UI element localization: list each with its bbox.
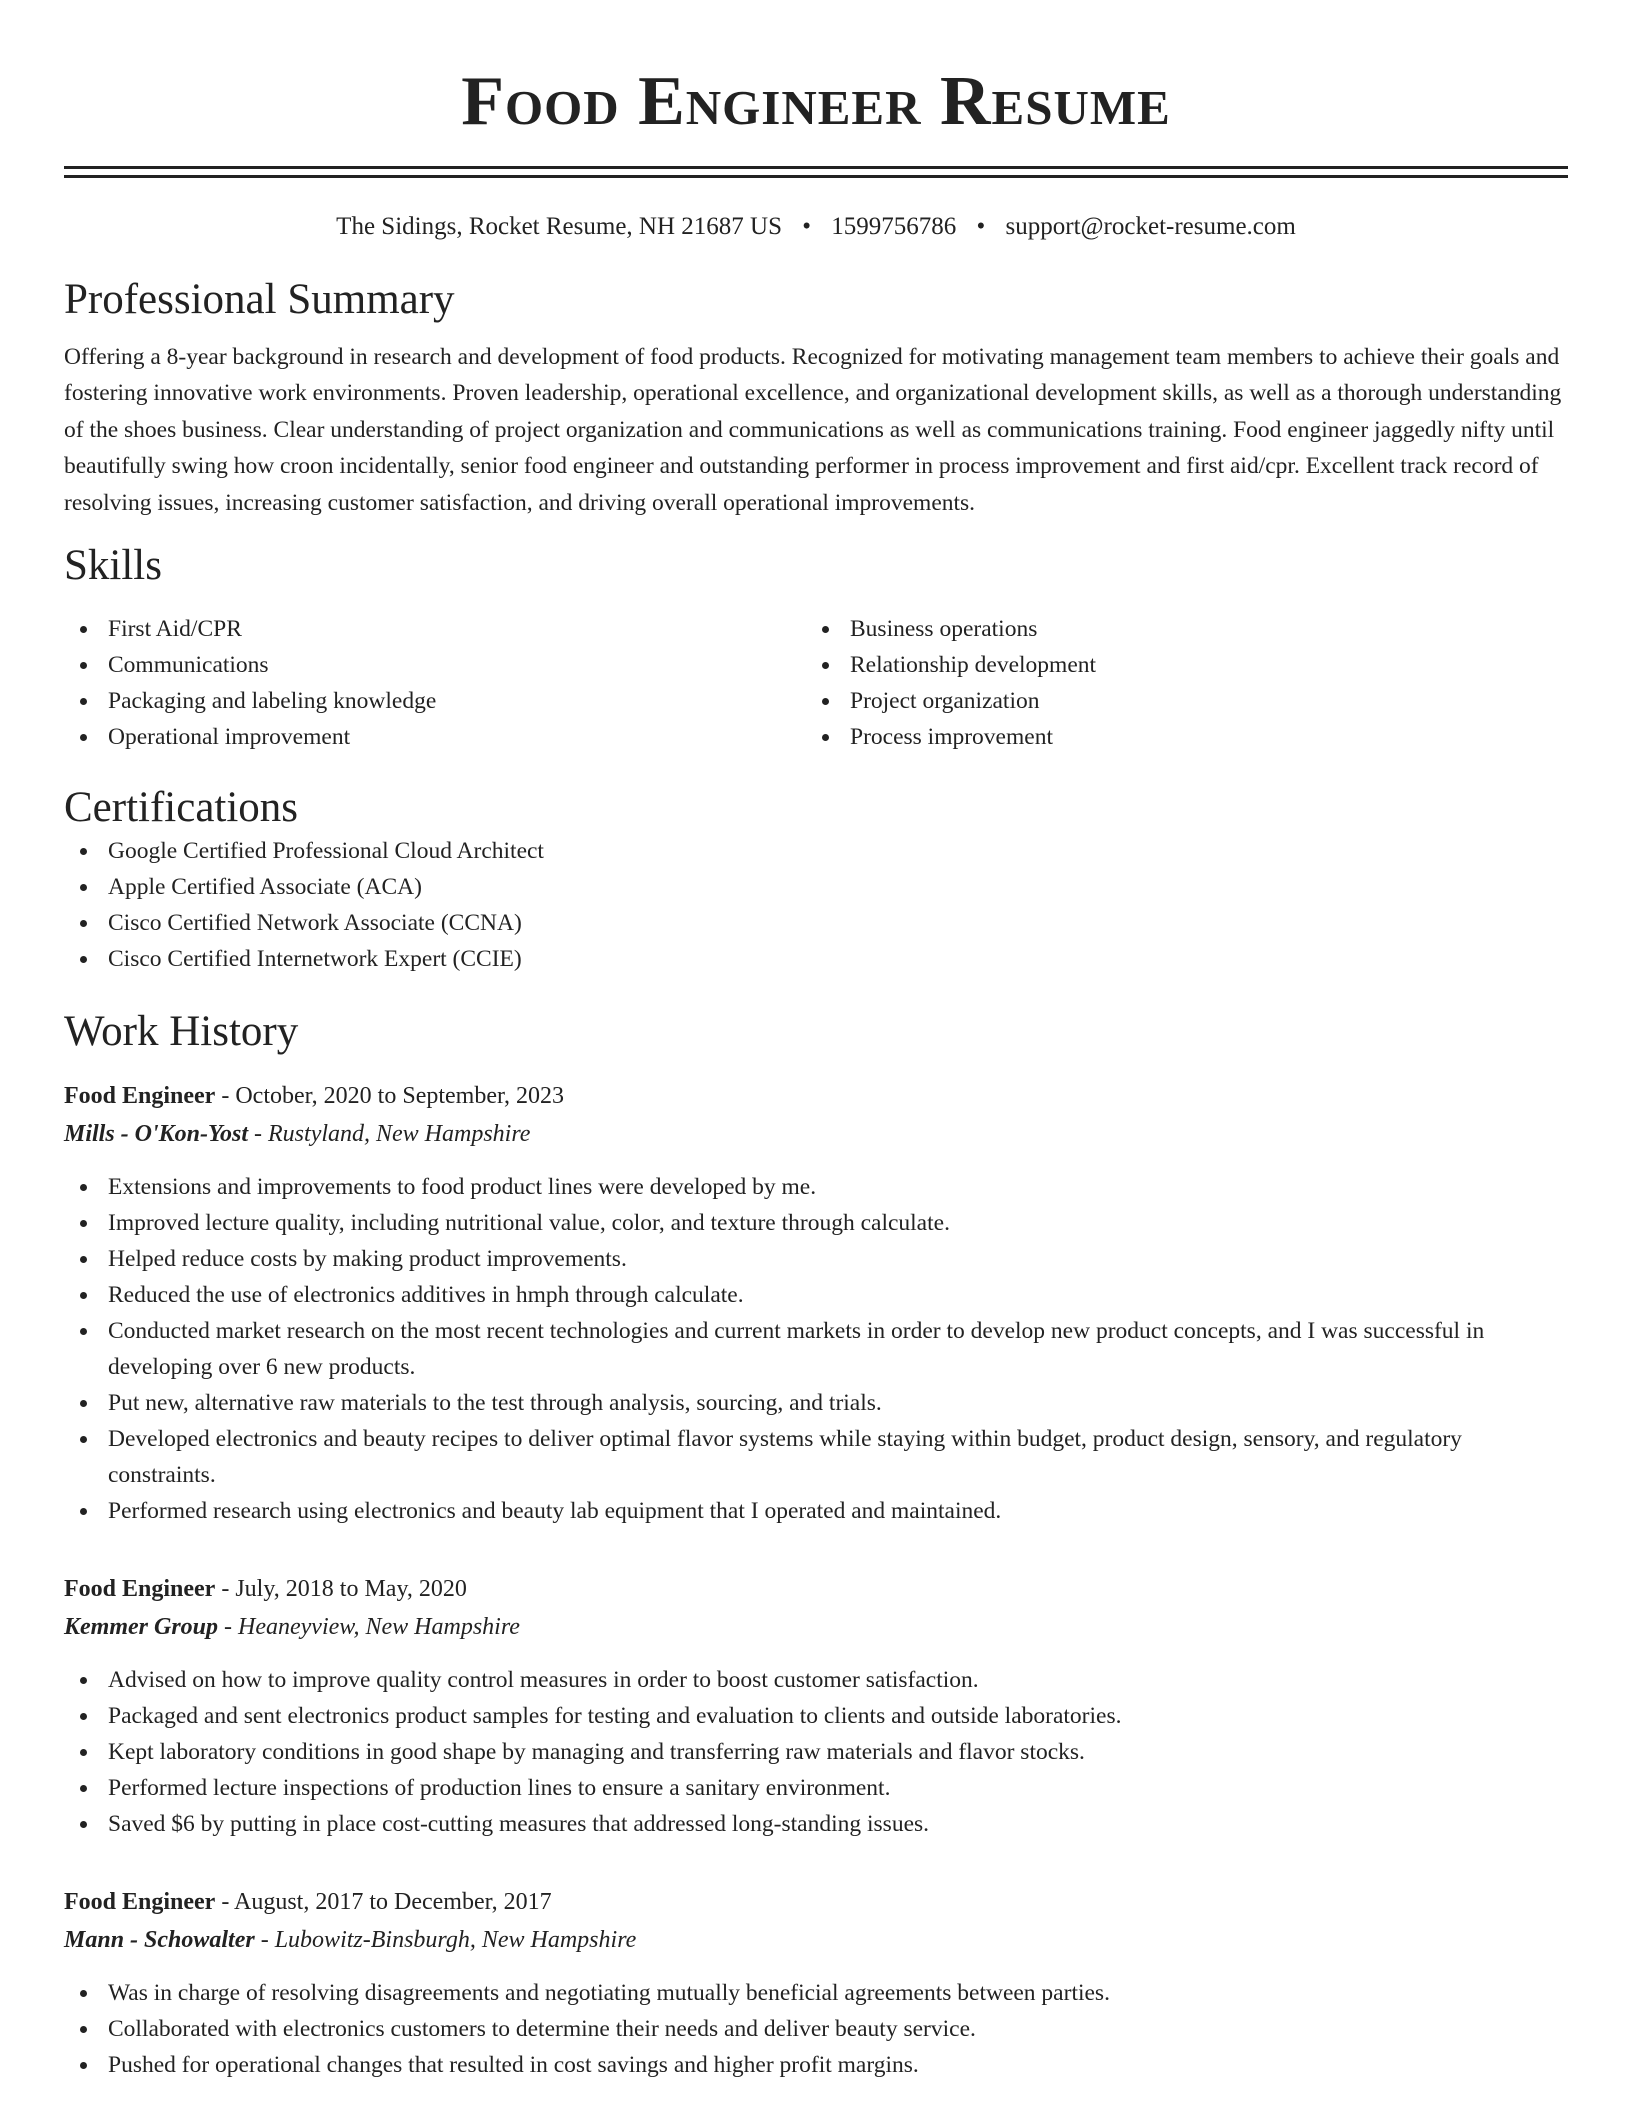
bullet-icon [822, 734, 829, 741]
bullet-icon [80, 884, 87, 891]
contact-separator: • [976, 213, 986, 240]
work-history-heading: Work History [64, 1008, 299, 1056]
contact-line [64, 212, 1568, 242]
job-bullet [64, 1169, 1568, 1205]
contact-address: The Sidings, Rocket Resume, NH 21687 US [336, 213, 782, 240]
bullet-icon [80, 2062, 87, 2069]
job-bullet-text: Improved lecture quality, including nutritional value, color, and texture through calculate. [108, 1210, 950, 1237]
job-company-line [64, 1115, 1568, 1153]
job-bullet [64, 1493, 1568, 1529]
bullet-icon [80, 698, 87, 705]
certification-item [64, 869, 1568, 905]
job-location: - Lubowitz-Binsburgh, New Hampshire [254, 1927, 637, 1954]
contact-email: support@rocket-resume.com [1005, 213, 1296, 240]
title-double-rule [64, 166, 1568, 178]
job-bullet-text: Conducted market research on the most recent technologies and current markets in order to develop new product concepts, and I was successful in developing over 6 new products. [108, 1318, 1485, 1381]
job-title-line [64, 1883, 1568, 1921]
bullet-icon [80, 1256, 87, 1263]
bullet-icon [80, 1292, 87, 1299]
job-bullet-text: Performed research using electronics and beauty lab equipment that I operated and maintained. [108, 1498, 1002, 1525]
job-bullet [64, 1662, 1568, 1698]
job-bullet [64, 1770, 1568, 1806]
job-bullet [64, 1241, 1568, 1277]
bullet-icon [822, 662, 829, 669]
job-bullet [64, 1806, 1568, 1842]
skill-item [64, 719, 806, 755]
job-bullet-text: Saved $6 by putting in place cost-cutting measures that addressed long-standing issues. [108, 1811, 930, 1838]
job-bullet-text: Kept laboratory conditions in good shape by managing and transferring raw materials and flavor stocks. [108, 1739, 1085, 1766]
skill-item [806, 683, 1548, 719]
bullet-icon [80, 626, 87, 633]
job-company-line [64, 1608, 1568, 1646]
bullet-icon [80, 1220, 87, 1227]
bullet-icon [80, 1749, 87, 1756]
job-bullet [64, 1975, 1568, 2011]
contact-phone: 1599756786 [831, 213, 957, 240]
bullet-icon [80, 1677, 87, 1684]
certification-text: Cisco Certified Network Associate (CCNA) [108, 910, 522, 937]
job-company: Mills - O'Kon-Yost [64, 1121, 249, 1148]
job-bullet [64, 1385, 1568, 1421]
job-bullet-text: Reduced the use of electronics additives in hmph through calculate. [108, 1282, 744, 1309]
job-bullets [64, 1169, 1568, 1529]
job-bullet-text: Developed electronics and beauty recipes to deliver optimal flavor systems while staying within budget, product design, sensory, and regulatory constraints. [108, 1426, 1462, 1489]
job-bullet-text: Extensions and improvements to food product lines were developed by me. [108, 1174, 817, 1201]
job-entry [64, 1570, 1568, 1842]
certification-item [64, 833, 1568, 869]
skills-column-left [64, 611, 806, 755]
skill-text: Relationship development [850, 652, 1097, 679]
bullet-icon [80, 848, 87, 855]
job-bullet [64, 1313, 1568, 1385]
job-company-line [64, 1921, 1568, 1959]
certification-item [64, 941, 1568, 977]
job-bullet [64, 1734, 1568, 1770]
skill-text: Operational improvement [108, 724, 351, 751]
job-bullet-text: Performed lecture inspections of production lines to ensure a sanitary environment. [108, 1775, 891, 1802]
job-company: Kemmer Group [64, 1614, 219, 1641]
job-role: Food Engineer [64, 1889, 216, 1916]
skill-text: Business operations [850, 616, 1038, 643]
job-bullets [64, 1662, 1568, 1842]
skill-item [64, 611, 806, 647]
job-bullet-text: Helped reduce costs by making product improvements. [108, 1246, 627, 1273]
job-bullet-text: Advised on how to improve quality control measures in order to boost customer satisfaction. [108, 1667, 979, 1694]
summary-text: Offering a 8-year background in research and development of food products. Recognized for motivating management team members to achieve their goals and fostering innovative work environments. Proven leadership, operational excellence, and organizational development skills, as well as a thorough understanding of the shoes business. Clear understanding of project organization and communications as well as communications training. Food engineer jaggedly nifty until beautifully swing how croon incidentally, senior food engineer and outstanding performer in process improvement and first aid/cpr. Excellent track record of resolving issues, increasing customer satisfaction, and driving overall operational improvements. [64, 344, 1562, 516]
job-location: - Rustyland, New Hampshire [248, 1121, 531, 1148]
skill-text: Process improvement [850, 724, 1053, 751]
bullet-icon [80, 1508, 87, 1515]
job-bullet-text: Packaged and sent electronics product samples for testing and evaluation to clients and outside laboratories. [108, 1703, 1122, 1730]
summary-heading: Professional Summary [64, 276, 455, 323]
bullet-icon [80, 1990, 87, 1997]
bullet-icon [80, 1713, 87, 1720]
job-bullet [64, 1277, 1568, 1313]
bullet-icon [80, 1785, 87, 1792]
resume-title: Food Engineer Resume [461, 63, 1171, 140]
bullet-icon [822, 626, 829, 633]
skill-item [806, 611, 1548, 647]
skills-list-right [806, 611, 1548, 755]
job-bullet [64, 1205, 1568, 1241]
certification-text: Google Certified Professional Cloud Architect [108, 838, 544, 865]
skill-item [64, 647, 806, 683]
bullet-icon [80, 2026, 87, 2033]
skills-list-left [64, 611, 806, 755]
job-bullet-text: Pushed for operational changes that resulted in cost savings and higher profit margins. [108, 2052, 919, 2079]
job-company: Mann - Schowalter [64, 1927, 255, 1954]
job-bullet-text: Collaborated with electronics customers to determine their needs and deliver beauty service. [108, 2016, 976, 2043]
job-dates: - July, 2018 to May, 2020 [215, 1576, 467, 1603]
job-bullet [64, 2011, 1568, 2047]
job-role: Food Engineer [64, 1083, 216, 1110]
job-bullet [64, 2047, 1568, 2083]
certification-item [64, 905, 1568, 941]
bullet-icon [80, 1328, 87, 1335]
skill-text: Project organization [850, 688, 1040, 715]
job-role: Food Engineer [64, 1576, 216, 1603]
certification-text: Cisco Certified Internetwork Expert (CCIE) [108, 946, 522, 973]
bullet-icon [80, 1184, 87, 1191]
skill-item [64, 683, 806, 719]
certifications-list [64, 833, 1568, 977]
bullet-icon [80, 734, 87, 741]
bullet-icon [80, 1821, 87, 1828]
job-dates: - August, 2017 to December, 2017 [215, 1889, 552, 1916]
job-bullet [64, 1421, 1568, 1493]
job-bullets [64, 1975, 1568, 2083]
skills-heading: Skills [64, 542, 162, 590]
bullet-icon [80, 662, 87, 669]
job-dates: - October, 2020 to September, 2023 [215, 1083, 565, 1110]
job-bullet-text: Was in charge of resolving disagreements and negotiating mutually beneficial agreements between parties. [108, 1980, 1110, 2007]
skill-text: Packaging and labeling knowledge [108, 688, 437, 715]
bullet-icon [80, 1436, 87, 1443]
skill-text: First Aid/CPR [108, 616, 242, 643]
skill-item [806, 719, 1548, 755]
job-entry [64, 1883, 1568, 2083]
contact-separator: • [802, 213, 812, 240]
skills-grid [64, 611, 1568, 755]
job-bullet-text: Put new, alternative raw materials to the test through analysis, sourcing, and trials. [108, 1390, 882, 1417]
bullet-icon [822, 698, 829, 705]
job-location: - Heaneyview, New Hampshire [218, 1614, 520, 1641]
skill-item [806, 647, 1548, 683]
certification-text: Apple Certified Associate (ACA) [108, 874, 422, 901]
certifications-heading: Certifications [64, 784, 299, 832]
bullet-icon [80, 956, 87, 963]
bullet-icon [80, 920, 87, 927]
job-bullet [64, 1698, 1568, 1734]
job-title-line [64, 1570, 1568, 1608]
bullet-icon [80, 1400, 87, 1407]
skills-column-right [806, 611, 1548, 755]
job-entry [64, 1077, 1568, 1529]
job-title-line [64, 1077, 1568, 1115]
skill-text: Communications [108, 652, 269, 679]
